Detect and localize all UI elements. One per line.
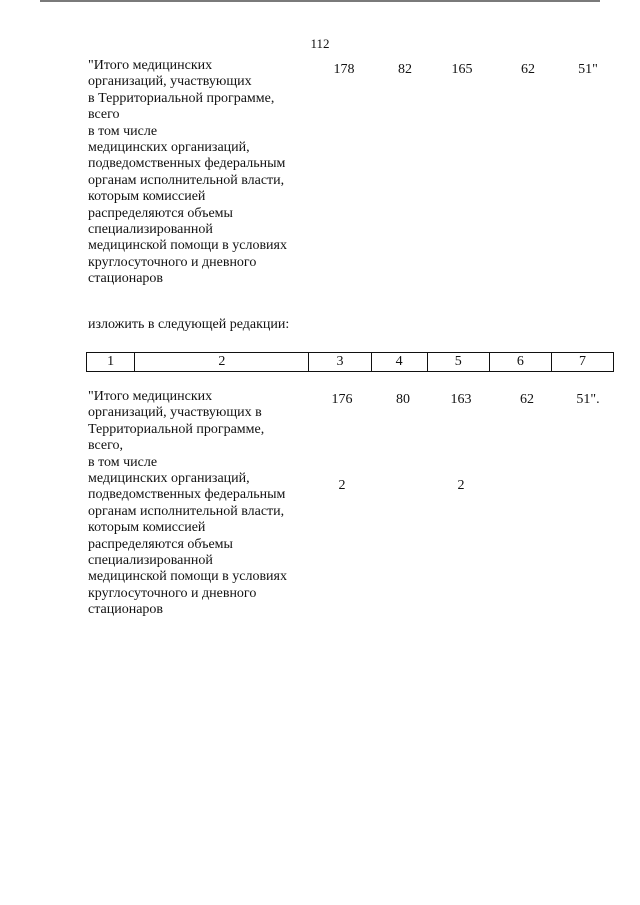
new-value-col4: 80 — [396, 392, 410, 407]
original-value-col4: 82 — [398, 62, 412, 77]
header-col-1: 1 — [87, 353, 135, 372]
original-value-col6: 62 — [521, 62, 535, 77]
federal-value-col5: 2 — [457, 478, 465, 493]
header-col-2: 2 — [135, 353, 309, 372]
top-border-line — [40, 0, 600, 2]
original-row-label: "Итого медицинских организаций, участвующих в Территориальной программе, всего в том числе медицинских организаций, подведомственных федеральным органам исполнительной власти, которым комиссией распределяются объемы специализированной медицинской помощи в условиях круглосуточного и дневного стационаров — [88, 58, 287, 287]
redaction-instruction: изложить в следующей редакции: — [88, 317, 290, 332]
new-value-col3: 176 — [331, 392, 353, 407]
new-value-col7: 51". — [576, 392, 600, 407]
header-col-5: 5 — [427, 353, 489, 372]
header-col-3: 3 — [309, 353, 371, 372]
header-col-6: 6 — [489, 353, 551, 372]
federal-value-col3: 2 — [338, 478, 346, 493]
new-value-col5: 163 — [450, 392, 472, 407]
new-value-col6: 62 — [520, 392, 534, 407]
original-value-col3: 178 — [333, 62, 355, 77]
page-number: 112 — [310, 36, 330, 51]
original-value-col5: 165 — [451, 62, 473, 77]
new-row-label: "Итого медицинских организаций, участвующих в Территориальной программе, всего, в том числе медицинских организаций, подведомственных федеральным органам исполнительной власти, которым комиссией распределяются объемы специализированной медицинской помощи в условиях круглосуточного и дневного стационаров — [88, 389, 287, 618]
column-number-header — [86, 352, 614, 372]
header-col-7: 7 — [551, 353, 613, 372]
original-value-col7: 51" — [578, 62, 598, 77]
header-col-4: 4 — [371, 353, 427, 372]
